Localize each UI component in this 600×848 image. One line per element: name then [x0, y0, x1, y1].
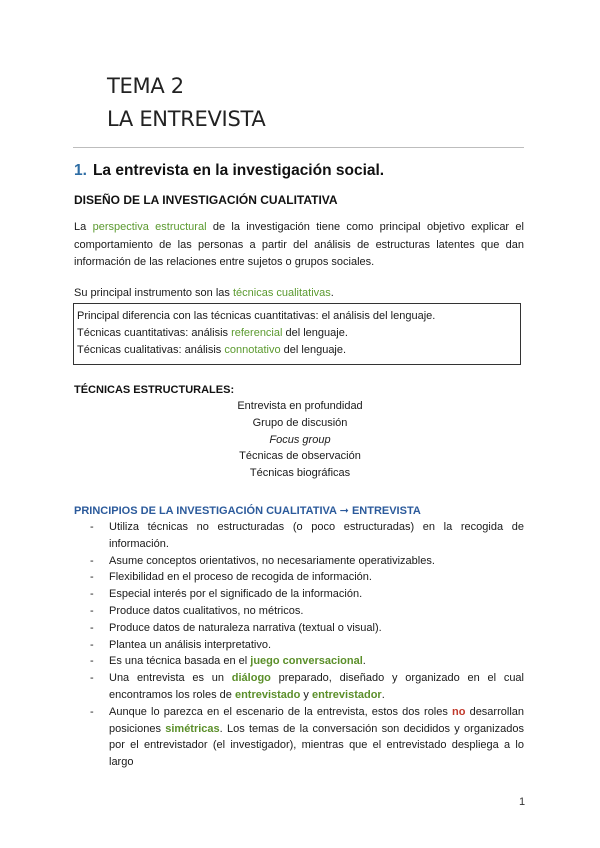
- technique-item: Técnicas biográficas: [249, 467, 351, 479]
- arrow-right-icon: ➞: [339, 505, 349, 517]
- comparison-box: [73, 303, 521, 365]
- section-number: 1.: [74, 162, 87, 179]
- techniques-heading: TÉCNICAS ESTRUCTURALES:: [74, 384, 235, 396]
- section-heading: [74, 162, 384, 180]
- box-line-1: Principal diferencia con las técnicas cuantitativas: el análisis del lenguaje.: [77, 310, 436, 322]
- technique-item: Focus group: [269, 434, 331, 446]
- list-item: - Utiliza técnicas no estructuradas (o poco estructuradas) en la recogida de información.: [90, 521, 524, 550]
- list-item: - Aunque lo parezca en el escenario de la entrevista, estos dos roles no desarrollan posiciones simétricas. Los temas de la conversación son decididos y organizados por el entrevistador (el investigador), mientras que el entrevistado despliega a lo largo: [90, 705, 524, 769]
- section-heading-text: La entrevista en la investigación social.: [92, 162, 385, 179]
- technique-item: Técnicas de observación: [239, 450, 361, 462]
- list-item: - Especial interés por el significado de la información.: [90, 588, 363, 601]
- title-divider: [73, 147, 524, 148]
- doc-title-line1: TEMA 2: [107, 74, 184, 98]
- page-number: 1: [519, 796, 526, 808]
- box-line-3: Técnicas cualitativas: análisis connotativo del lenguaje.: [77, 344, 347, 356]
- list-item: - Flexibilidad en el proceso de recogida de información.: [90, 571, 372, 584]
- list-item: - Produce datos cualitativos, no métricos.: [90, 604, 304, 617]
- principles-list: [90, 519, 524, 771]
- highlight-qualitative: técnicas cualitativas: [232, 287, 331, 299]
- list-item: - Una entrevista es un diálogo preparado, diseñado y organizado en el cual encontramos los roles de entrevistado y entrevistador.: [90, 672, 524, 701]
- highlight-structural: perspectiva estructural: [92, 221, 207, 233]
- technique-item: Entrevista en profundidad: [237, 400, 363, 412]
- list-item: - Plantea un análisis interpretativo.: [90, 638, 272, 651]
- principles-heading: PRINCIPIOS DE LA INVESTIGACIÓN CUALITATIVA ➞ ENTREVISTA: [74, 505, 421, 517]
- instrument-line: Su principal instrumento son las técnicas cualitativas.: [74, 287, 334, 299]
- list-item: - Produce datos de naturaleza narrativa (textual o visual).: [90, 621, 382, 634]
- doc-title-line2: LA ENTREVISTA: [107, 107, 266, 131]
- intro-paragraph: La perspectiva estructural de la investigación tiene como principal objetivo explicar el comportamiento de las personas a partir del análisis de estructuras latentes que dan información de las relaciones entre sujetos o grupos sociales.: [74, 221, 524, 268]
- box-line-2: Técnicas cuantitativas: análisis referencial del lenguaje.: [77, 327, 348, 339]
- list-item: - Es una técnica basada en el juego conversacional.: [90, 655, 366, 668]
- list-item: - Asume conceptos orientativos, no necesariamente operativizables.: [90, 554, 435, 567]
- subheading: DISEÑO DE LA INVESTIGACIÓN CUALITATIVA: [74, 193, 338, 207]
- technique-item: Grupo de discusión: [252, 417, 348, 429]
